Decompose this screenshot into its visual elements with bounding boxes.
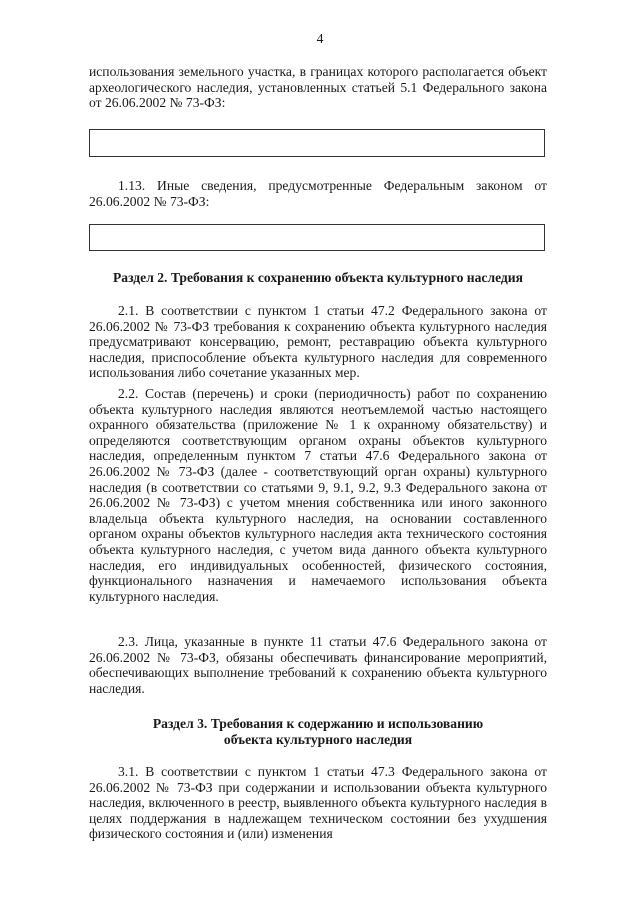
section-2-heading: Раздел 2. Требования к сохранению объекта культурного наследия bbox=[112, 270, 523, 285]
section-3-heading-line-2: объекта культурного наследия bbox=[223, 731, 413, 747]
paragraph-3-1: 3.1. В соответствии с пунктом 1 статьи 47.3 Федерального закона от 26.06.2002 № 73-ФЗ при содержании и использовании объекта культурного наследия, включенного в реестр, выявленного объекта культурного наследия в целях поддержания в надлежащем техническом состоянии без ухудшения физического состояния и (или) изменения bbox=[89, 764, 547, 842]
section-3-heading bbox=[89, 716, 547, 747]
empty-field-box-2 bbox=[89, 224, 545, 251]
paragraph-2-3: 2.3. Лица, указанные в пункте 11 статьи 47.6 Федерального закона от 26.06.2002 № 73-ФЗ, обязаны обеспечивать финансирование мероприятий, обеспечивающих выполнение требований к сохранению объекта культурного наследия. bbox=[89, 634, 547, 696]
section-3-heading-line-1: Раздел 3. Требования к содержанию и использованию bbox=[152, 716, 484, 731]
empty-field-box-1 bbox=[89, 129, 545, 157]
paragraph-2-2: 2.2. Состав (перечень) и сроки (периодичность) работ по сохранению объекта культурного наследия являются неотъемлемой частью настоящего охранного обязательства (приложение № 1 к охранному обязательству) и определяются соответствующим органом охраны объектов культурного наследия, определенным пунктом 7 статьи 47.6 Федерального закона от 26.06.2002 № 73-ФЗ (далее - соответствующий орган охраны) культурного наследия (в соответствии со статьями 9, 9.1, 9.2, 9.3 Федерального закона от 26.06.2002 № 73-ФЗ) с учетом мнения собственника или иного законного владельца объекта культурного наследия, на основании составленного органом охраны объектов культурного наследия акта технического состояния объекта культурного наследия, с учетом вида данного объекта культурного наследия, его индивидуальных особенностей, физического состояния, функционального назначения и намечаемого использования объекта культурного наследия. bbox=[89, 386, 547, 604]
paragraph-1-13: 1.13. Иные сведения, предусмотренные Федеральным законом от 26.06.2002 № 73-ФЗ: bbox=[89, 178, 547, 209]
page-number: 4 bbox=[316, 31, 324, 46]
paragraph-2-1: 2.1. В соответствии с пунктом 1 статьи 47.2 Федерального закона от 26.06.2002 № 73-ФЗ требования к сохранению объекта культурного наследия предусматривают консервацию, ремонт, реставрацию объекта культурного наследия, приспособление объекта культурного наследия для современного использования либо сочетание указанных мер. bbox=[89, 303, 547, 381]
paragraph-archaeological-boundaries: использования земельного участка, в границах которого располагается объект археологического наследия, установленных статьей 5.1 Федерального закона от 26.06.2002 № 73-ФЗ: bbox=[89, 64, 547, 111]
